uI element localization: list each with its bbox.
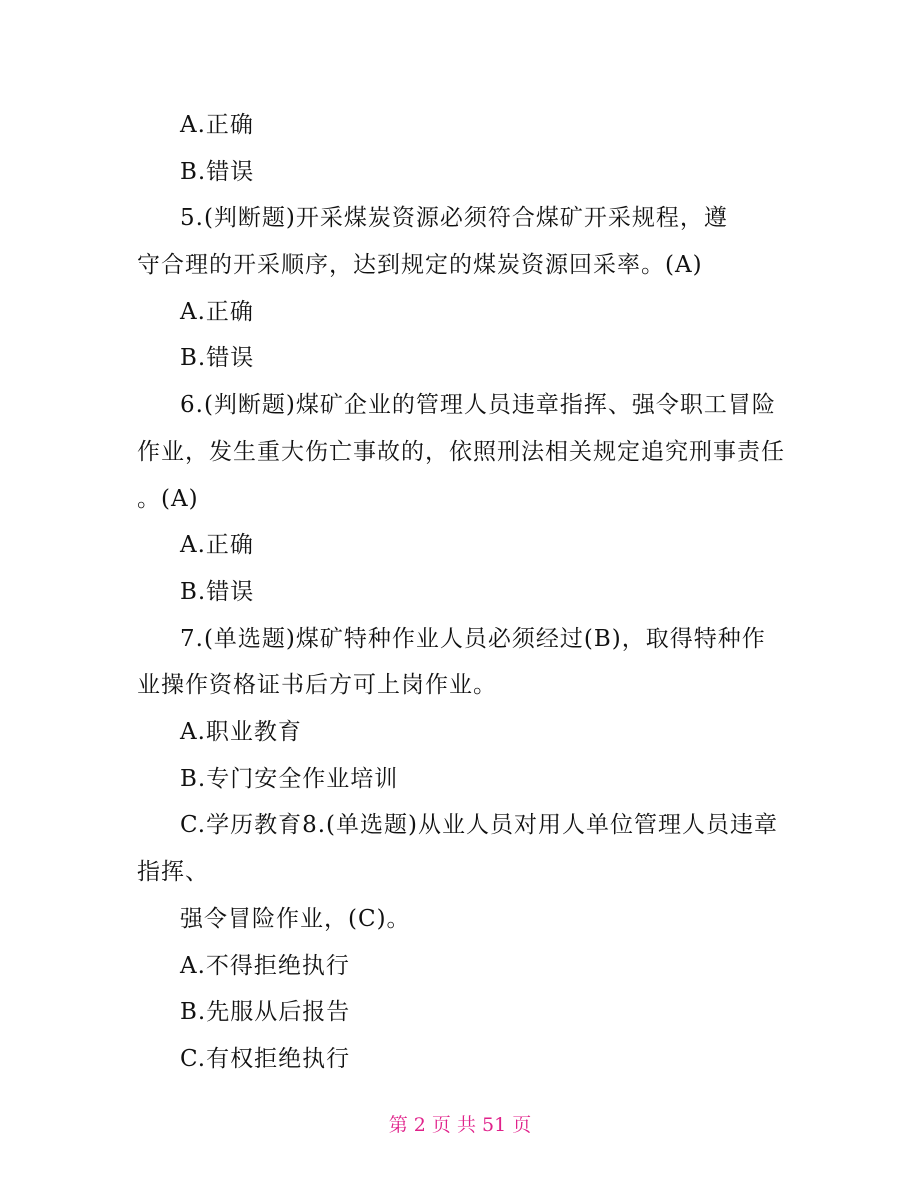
option-line: A.职业教育 <box>180 719 302 745</box>
question-line: 5.(判断题)开采煤炭资源必须符合煤矿开采规程，遵 <box>180 205 728 231</box>
page-footer: 第 2 页 共 51 页 <box>388 1114 532 1136</box>
option-line: B.错误 <box>180 579 255 605</box>
option-line: B.先服从后报告 <box>180 999 351 1025</box>
question-continuation-line: 强令冒险作业，(C)。 <box>180 906 411 932</box>
question-continuation-line: 守合理的开采顺序，达到规定的煤炭资源回采率。(A) <box>137 252 703 278</box>
question-continuation-line: 业操作资格证书后方可上岗作业。 <box>137 672 497 698</box>
question-continuation-line: 指挥、 <box>137 859 209 885</box>
option-line: A.不得拒绝执行 <box>180 953 350 979</box>
option-question-line: C.学历教育8.(单选题)从业人员对用人单位管理人员违章 <box>180 812 778 838</box>
option-line: B.错误 <box>180 159 255 185</box>
option-line: A.正确 <box>180 112 254 138</box>
option-line: A.正确 <box>180 299 254 325</box>
question-line: 6.(判断题)煤矿企业的管理人员违章指挥、强令职工冒险 <box>180 392 776 418</box>
question-line: 7.(单选题)煤矿特种作业人员必须经过(B)，取得特种作 <box>180 626 766 652</box>
option-line: A.正确 <box>180 532 254 558</box>
question-continuation-line: 作业，发生重大伤亡事故的，依照刑法相关规定追究刑事责任 <box>137 439 785 465</box>
option-line: B.专门安全作业培训 <box>180 766 399 792</box>
question-continuation-line: 。(A) <box>137 486 199 512</box>
option-line: C.有权拒绝执行 <box>180 1046 351 1072</box>
option-line: B.错误 <box>180 345 255 371</box>
